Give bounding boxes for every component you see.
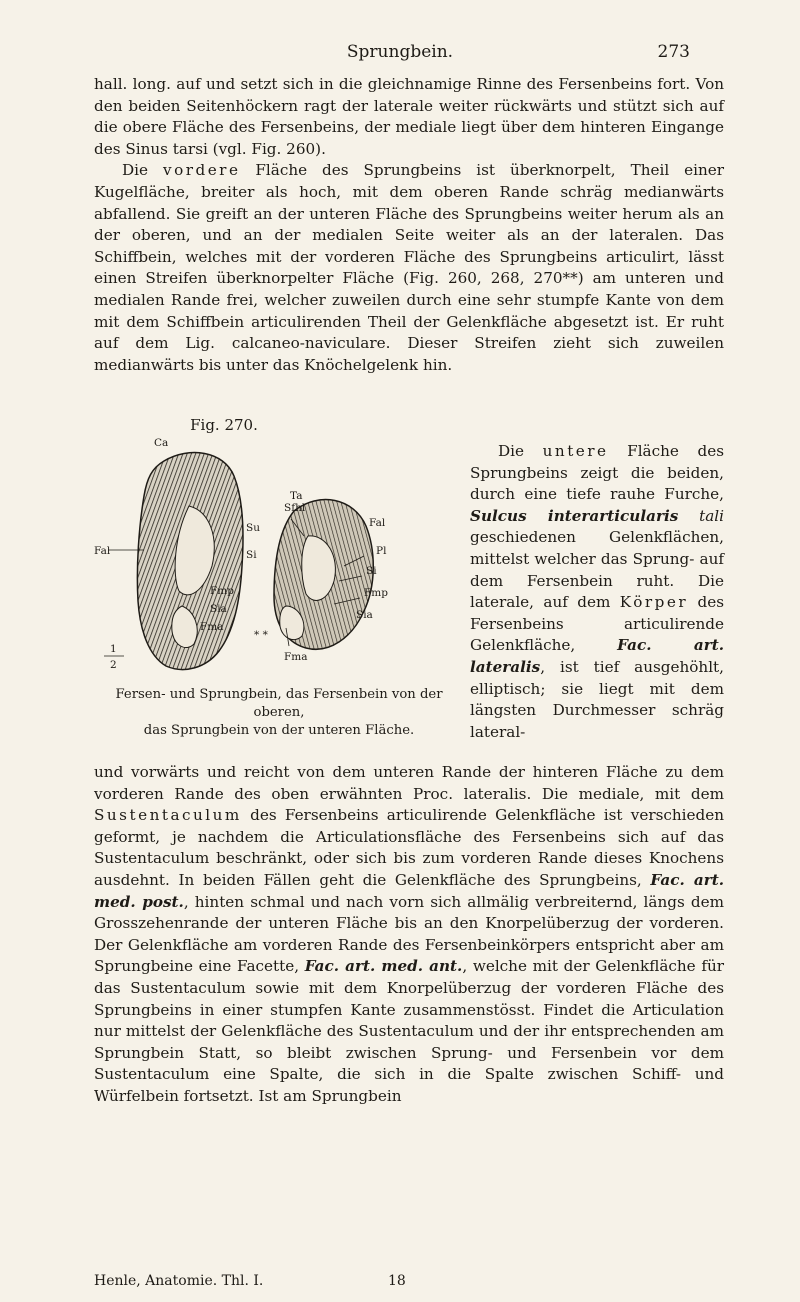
paragraph-2-pre: Die: [122, 161, 163, 180]
label-stars: * *: [254, 629, 268, 641]
p4-d: , welche mit der Gelenkfläche für das Sustentaculum sowie mit dem Knorpelüberzug der vorderen Fläche des Sprungbeins in einer stumpfen Kante zusammenstösst. Findet die Articulation nur mittelst der Gelenkfläche des Sustentaculum und der ihr entsprechenden am Sprungbein Statt, so bleibt zwischen Sprung- und Fersenbein vor dem Sustentaculum eine Spalte, die sich in die Spalte zwischen Schiff- und Würfelbein fortsetzt. Ist am Sprungbein: [94, 957, 724, 1105]
col-mid-1: [678, 507, 699, 525]
side-column-text: [470, 441, 724, 743]
signature-mark: 18: [388, 1273, 406, 1289]
text-block-bottom: [94, 762, 724, 1108]
page-number: 273: [657, 42, 690, 62]
col-spaced-koerper: Körper: [619, 593, 689, 612]
label-fma-bottom: Fma: [284, 651, 308, 663]
figure-270: [94, 416, 454, 738]
label-scale-2: 2: [110, 659, 117, 671]
paragraph-2: [94, 160, 724, 376]
term-tali: tali: [699, 506, 725, 525]
label-si-left: Si: [246, 549, 257, 561]
figure-caption-line-2: das Sprungbein von der unteren Fläche.: [143, 723, 415, 738]
paragraph-2-post: Fläche des Sprungbeins ist überknorpelt, Theil einer Kugelfläche, breiter als hoch, mit dem oberen Rande schräg medianwärts abfallend. Sie greift an der unteren Fläche des Sprungbeins weiter herum als an der oberen, und an der medialen Seite weiter als an der lateralen. Das Schiffbein, welches mit der vorderen Fläche des Sprungbeins articulirt, lässt einen Streifen überknorpelter Fläche (Fig. 260, 268, 270**) am unteren und medialen Rande frei, welcher zuweilen durch eine sehr stumpfe Kante von dem mit dem Schiffbein articulirenden Theil der Gelenkfläche abgesetzt ist. Er ruht auf dem Lig. calcaneo-naviculare. Dieser Streifen zieht sich zuweilen medianwärts bis unter das Knöchelgelenk hin.: [94, 161, 725, 374]
text-block-top: [94, 74, 724, 376]
figure-label: Fig. 270.: [190, 416, 258, 434]
figure-caption-line-1: Fersen- und Sprungbein, das Fersenbein von der oberen,: [115, 687, 443, 720]
p4-a: und vorwärts und reicht von dem unteren Rande der hinteren Fläche zu dem vorderen Rande des oben erwähnten Proc. lateralis. Die mediale, mit dem: [94, 763, 724, 803]
footer-citation: Henle, Anatomie. Thl. I.: [94, 1273, 264, 1289]
figure-illustration: [94, 416, 454, 686]
running-head: [0, 42, 800, 72]
col-intro-pre: Die: [498, 442, 543, 460]
term-fac-lateralis: Fac. art. lateralis: [470, 636, 724, 676]
label-pl: Pl: [376, 545, 387, 557]
label-ta: Ta: [290, 490, 303, 502]
label-fmp-left: Fmp: [210, 585, 234, 597]
label-fma-left: Fma: [200, 621, 224, 633]
col-intro-post: Fläche des Sprungbeins zeigt die beiden, durch eine tiefe rauhe Furche,: [470, 442, 724, 504]
label-ca: Ca: [154, 437, 169, 449]
paragraph-1: hall. long. auf und setzt sich in die gleichnamige Rinne des Fersenbeins fort. Von den beiden Seitenhöckern ragt der laterale weiter rückwärts und stützt sich auf die obere Fläche des Fersenbeins, der mediale liegt über dem hinteren Eingange des Sinus tarsi (vgl. Fig. 260).: [94, 75, 724, 158]
col-mid-2: geschiedenen Gelenkflächen, mittelst welcher das Sprung- auf dem Fersenbein ruht. Die laterale, auf dem: [470, 528, 724, 612]
col-intro-spaced: untere: [542, 442, 609, 460]
p4-c: , hinten schmal und nach vorn sich allmälig verbreiternd, längs dem Grosszehenrande der unteren Fläche bis an den Knorpelüberzug der vorderen. Der Gelenkfläche am vorderen Rande des Fersenbeinkörpers entspricht aber am Sprungbeine eine Facette,: [94, 892, 724, 976]
term-fac-med-post: Fac. art. med. post.: [94, 870, 725, 911]
paragraph-4: [94, 762, 724, 1108]
paragraph-2-spaced-term: vordere: [162, 161, 241, 180]
label-sfhl: Sfhl: [284, 502, 306, 514]
p4-b: des Fersenbeins articulirende Gelenkfläche ist verschieden geformt, je nachdem die Articulationsfläche des Fersenbeins sich auf das Sustentaculum beschränkt, oder sich bis zum vorderen Rande dieses Knochens ausdehnt. In beiden Fällen geht die Gelenkfläche des Sprungbeins,: [94, 806, 724, 889]
term-sulcus: Sulcus interarticularis: [470, 506, 679, 525]
figure-caption: [94, 686, 464, 740]
label-sia-left: Sia: [210, 603, 227, 615]
label-si-right: Si: [366, 565, 377, 577]
col-post: , ist tief ausgehöhlt, elliptisch; sie liegt mit dem längsten Durchmesser schräg lateral-: [470, 657, 724, 741]
term-fac-med-ant: Fac. art. med. ant.: [304, 957, 463, 976]
label-scale-1: 1: [110, 643, 117, 655]
running-title: Sprungbein.: [346, 42, 454, 62]
col-mid-3: des Fersenbeins articulirende Gelenkfläche,: [470, 593, 724, 655]
label-fal-left: Fal: [94, 545, 111, 557]
p4-spaced-sustentaculum: Sustentaculum: [94, 806, 242, 825]
paragraph-3: [470, 441, 724, 743]
label-sia-right: Sia: [356, 609, 373, 621]
label-su: Su: [246, 522, 260, 534]
label-fmp-right: Fmp: [364, 587, 388, 599]
label-fal-right: Fal: [369, 517, 386, 529]
